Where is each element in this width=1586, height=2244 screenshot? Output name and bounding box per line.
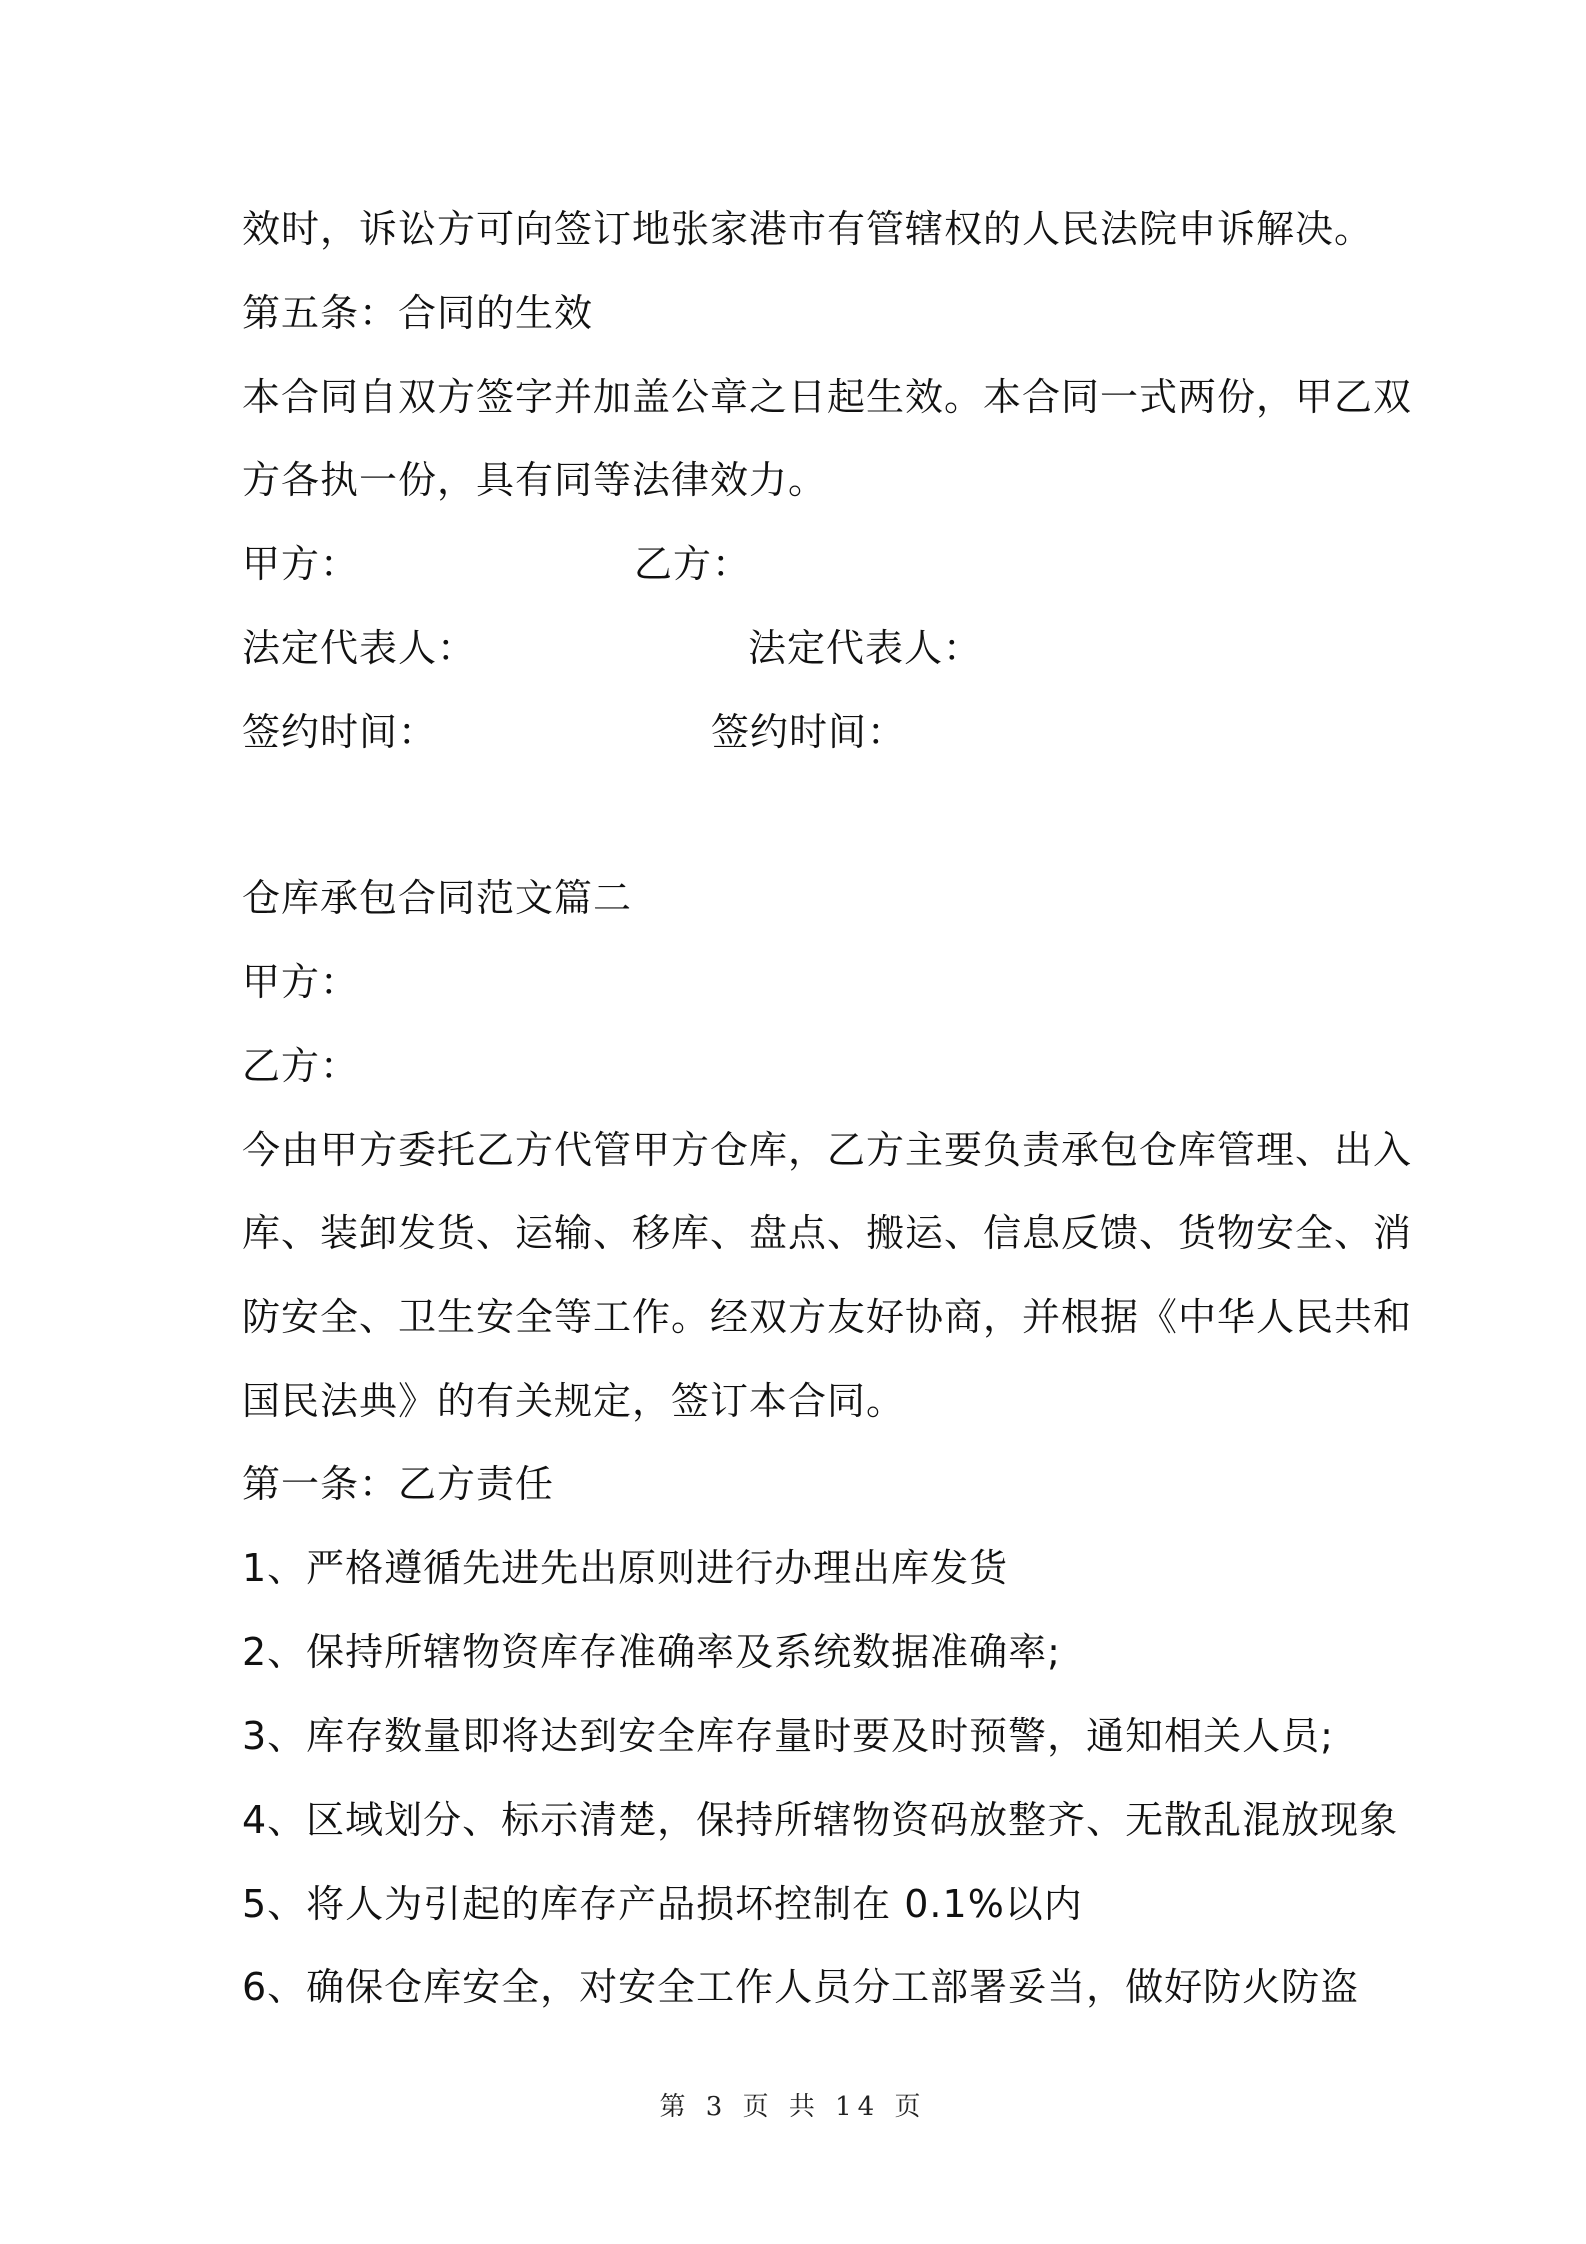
paragraph-line: 方各执一份，具有同等法律效力。 — [242, 458, 828, 502]
article-heading: 第一条：乙方责任 — [242, 1462, 555, 1506]
paragraph-line: 今由甲方委托乙方代管甲方仓库，乙方主要负责承包仓库管理、出入 — [242, 1128, 1413, 1172]
section-title: 仓库承包合同范文篇二 — [242, 876, 633, 920]
paragraph-line: 防安全、卫生安全等工作。经双方友好协商，并根据《中华人民共和 — [242, 1295, 1413, 1339]
party-b-label: 乙方： — [242, 1044, 360, 1088]
page-number-footer: 第 3 页 共 14 页 — [659, 2092, 927, 2122]
list-item: 5、将人为引起的库存产品损坏控制在 0.1%以内 — [242, 1882, 1083, 1926]
paragraph-line: 库、装卸发货、运输、移库、盘点、搬运、信息反馈、货物安全、消 — [242, 1211, 1413, 1255]
signing-date-a-label: 签约时间： — [242, 710, 438, 754]
party-a-label: 甲方： — [242, 542, 360, 586]
party-a-label: 甲方： — [242, 960, 360, 1004]
article-heading: 第五条：合同的生效 — [242, 291, 594, 335]
list-item: 1、严格遵循先进先出原则进行办理出库发货 — [242, 1546, 1009, 1590]
list-item: 2、保持所辖物资库存准确率及系统数据准确率; — [242, 1630, 1061, 1674]
representative-a-label: 法定代表人： — [242, 626, 477, 670]
paragraph-line: 本合同自双方签字并加盖公章之日起生效。本合同一式两份，甲乙双 — [242, 375, 1413, 419]
list-item: 4、区域划分、标示清楚，保持所辖物资码放整齐、无散乱混放现象 — [242, 1798, 1399, 1842]
signing-date-b-label: 签约时间： — [711, 710, 907, 754]
representative-b-label: 法定代表人： — [748, 626, 983, 670]
party-b-label: 乙方： — [634, 542, 752, 586]
list-item: 6、确保仓库安全，对安全工作人员分工部署妥当，做好防火防盗 — [242, 1965, 1360, 2009]
list-item: 3、库存数量即将达到安全库存量时要及时预警，通知相关人员; — [242, 1714, 1334, 1758]
paragraph-line: 国民法典》的有关规定，签订本合同。 — [242, 1379, 906, 1423]
paragraph-line: 效时，诉讼方可向签订地张家港市有管辖权的人民法院申诉解决。 — [242, 207, 1374, 251]
